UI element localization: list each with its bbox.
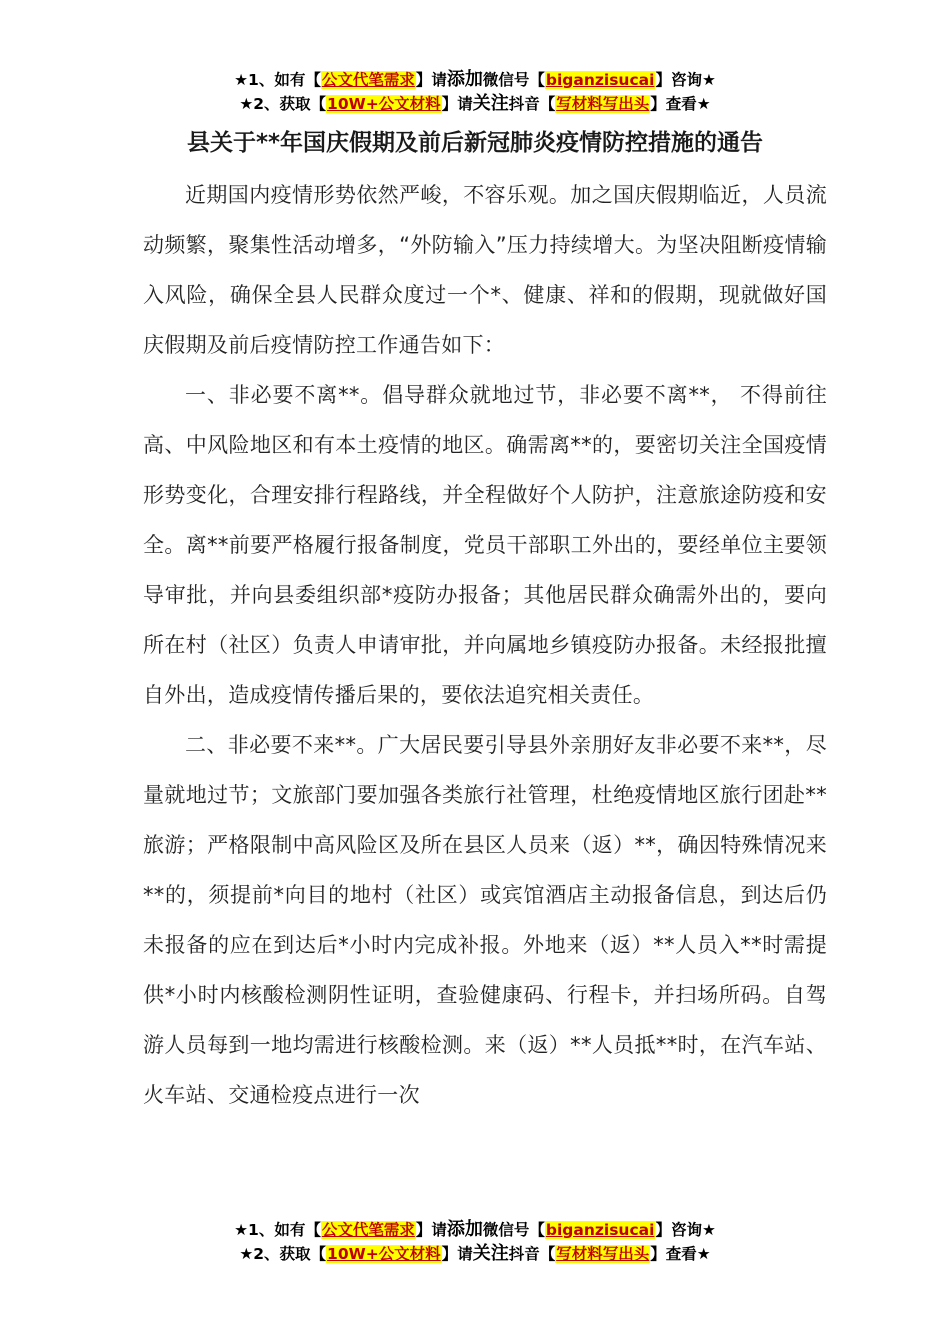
promo-emphasis: 添加	[446, 69, 483, 90]
promo-highlight: 公文代笔需求	[321, 1221, 415, 1239]
promo-text: 微信号【	[482, 71, 545, 89]
promo-text: 】查看★	[650, 1245, 711, 1263]
promo-text: 】请	[441, 1245, 473, 1263]
promo-text: 】咨询★	[655, 71, 716, 89]
promo-line-1	[0, 1218, 950, 1242]
promo-line-2	[0, 92, 950, 116]
document-title: 县关于**年国庆假期及前后新冠肺炎疫情防控措施的通告	[186, 130, 764, 156]
promo-text: 】查看★	[650, 95, 711, 113]
promo-text: ★2、获取【	[239, 95, 327, 113]
promo-highlight: 10W+公文材料	[327, 1245, 441, 1263]
promo-text: 】请	[415, 1221, 447, 1239]
promo-highlight: 10W+公文材料	[327, 95, 441, 113]
promo-text: ★1、如有【	[234, 71, 321, 89]
footer-promo-banner	[0, 1218, 950, 1266]
promo-text: 抖音【	[508, 95, 556, 113]
paragraph-section-1: 一、非必要不离**。倡导群众就地过节，非必要不离**， 不得前往高、中风险地区和有本土疫情的地区。确需离**的，要密切关注全国疫情形势变化，合理安排行程路线，并全程做好个人防护，注意旅途防疫和安全。离**前要严格履行报备制度，党员干部职工外出的，要经单位主要领导审批，并向县委组织部*疫防办报备；其他居民群众确需外出的，要向所在村（社区）负责人申请审批，并向属地乡镇疫防办报备。未经报批擅自外出，造成疫情传播后果的，要依法追究相关责任。	[143, 383, 827, 707]
promo-highlight: 公文代笔需求	[321, 71, 415, 89]
promo-highlight: biganzisucai	[545, 1221, 655, 1239]
promo-text: 抖音【	[508, 1245, 556, 1263]
promo-text: 】请	[415, 71, 447, 89]
promo-emphasis: 关注	[472, 93, 509, 114]
promo-text: 】咨询★	[655, 1221, 716, 1239]
promo-text: 】请	[441, 95, 473, 113]
document-body	[143, 170, 827, 1120]
promo-emphasis: 关注	[472, 1243, 509, 1264]
promo-emphasis: 添加	[446, 1219, 483, 1240]
promo-text: ★1、如有【	[234, 1221, 321, 1239]
promo-line-2	[0, 1242, 950, 1266]
header-promo-banner	[0, 68, 950, 116]
promo-text: ★2、获取【	[239, 1245, 327, 1263]
promo-highlight: 写材料写出头	[556, 95, 650, 113]
promo-highlight: biganzisucai	[545, 71, 655, 89]
paragraph-section-2: 二、非必要不来**。广大居民要引导县外亲朋好友非必要不来**，尽量就地过节；文旅部门要加强各类旅行社管理，杜绝疫情地区旅行团赴**旅游；严格限制中高风险区及所在县区人员来（返）**，确因特殊情况来**的，须提前*向目的地村（社区）或宾馆酒店主动报备信息，到达后仍未报备的应在到达后*小时内完成补报。外地来（返）**人员入**时需提供*小时内核酸检测阴性证明，查验健康码、行程卡，并扫场所码。自驾游人员每到一地均需进行核酸检测。来（返）**人员抵**时，在汽车站、火车站、交通检疫点进行一次	[143, 733, 827, 1107]
promo-line-1	[0, 68, 950, 92]
promo-highlight: 写材料写出头	[556, 1245, 650, 1263]
promo-text: 微信号【	[482, 1221, 545, 1239]
paragraph-intro: 近期国内疫情形势依然严峻，不容乐观。加之国庆假期临近，人员流动频繁，聚集性活动增多，“外防输入”压力持续增大。为坚决阻断疫情输入风险，确保全县人民群众度过一个*、健康、祥和的假期，现就做好国庆假期及前后疫情防控工作通告如下：	[143, 183, 827, 357]
